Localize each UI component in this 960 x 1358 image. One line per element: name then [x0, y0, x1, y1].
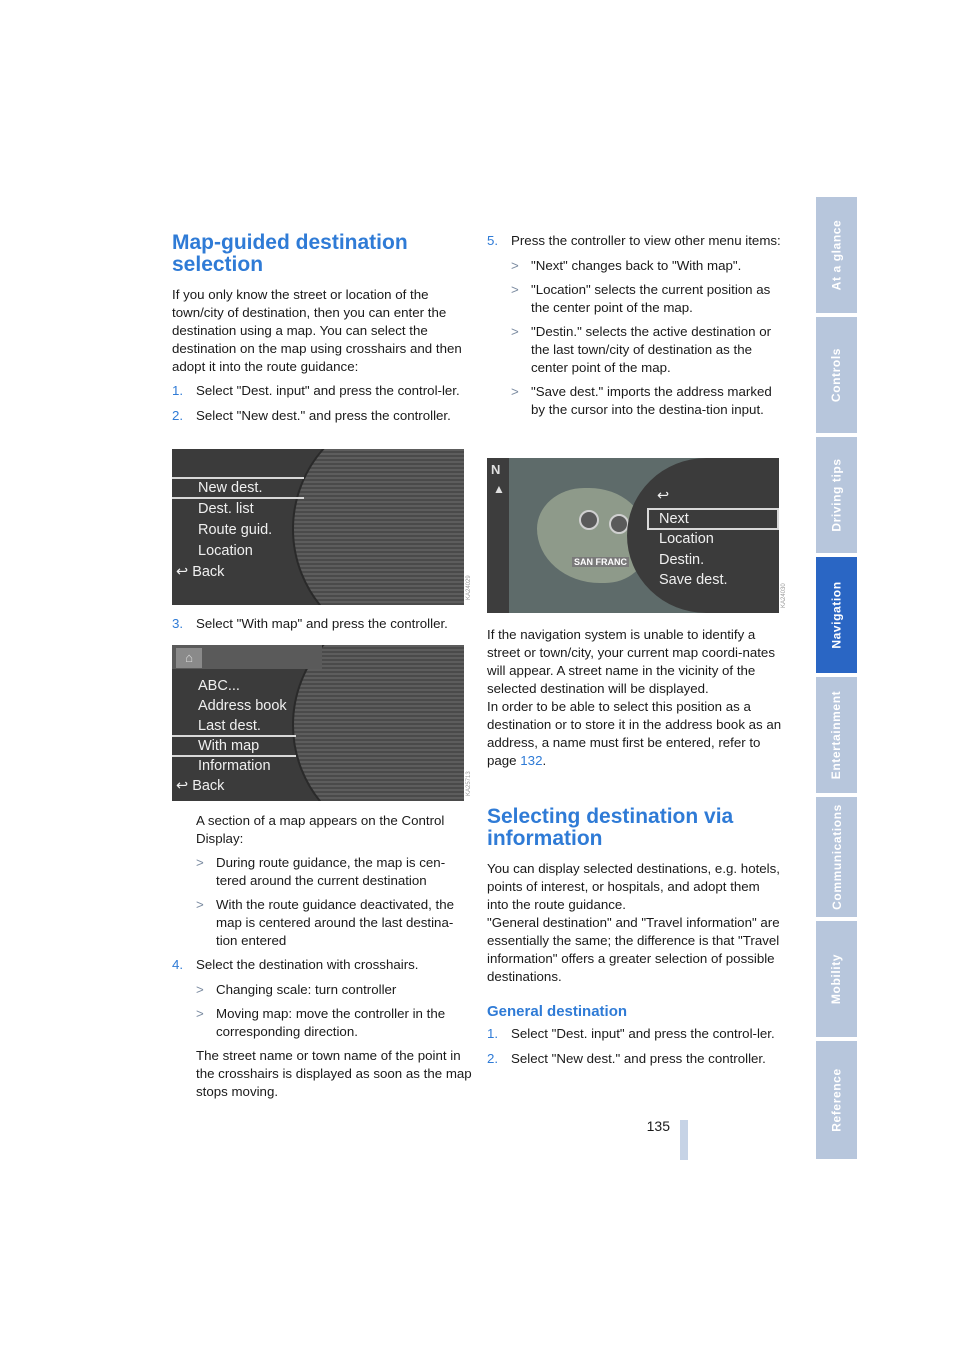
side-tab-entertainment[interactable]: Entertainment: [816, 677, 857, 793]
step-4: 4. Select the destination with crosshairs.: [172, 957, 419, 972]
bullet-destin: > "Destin." selects the active destination or the last town/city of destination as the center point of the map.: [511, 324, 772, 375]
menu-item-abc[interactable]: ABC...: [198, 678, 240, 694]
poi-icon: [579, 510, 599, 530]
side-tab-reference[interactable]: Reference: [816, 1041, 857, 1159]
menu-item-next[interactable]: Next: [659, 511, 689, 527]
menu-item-information[interactable]: Information: [198, 758, 271, 774]
menu-item-last-dest[interactable]: Last dest.: [198, 718, 261, 734]
page-reference-link[interactable]: 132: [520, 753, 543, 768]
figure-code: KA24029: [466, 575, 472, 600]
general-step-2: 2. Select "New dest." and press the controller.: [487, 1051, 766, 1066]
general-step-1: 1. Select "Dest. input" and press the control-ler.: [487, 1026, 775, 1041]
home-icon[interactable]: ⌂: [176, 648, 202, 668]
control-display-with-map-menu: [172, 645, 464, 801]
info-general-vs-travel-text: "General destination" and "Travel information" are essentially the same; the difference is that "Travel information" offers a greater selection of possible destinations.: [487, 915, 780, 984]
menu-item-route-guid[interactable]: Route guid.: [198, 522, 273, 538]
north-arrow-icon: ▲: [493, 482, 505, 496]
menu-item-location[interactable]: Location: [659, 531, 714, 547]
page-number-bar: [680, 1120, 688, 1160]
menu-item-address-book[interactable]: Address book: [198, 698, 287, 714]
back-arrow-icon[interactable]: ↩: [657, 488, 670, 504]
step-2: 2. Select "New dest." and press the controller.: [172, 408, 451, 423]
subheading-general-destination: General destination: [487, 1003, 628, 1020]
bullet-location: > "Location" selects the current position as the center point of the map.: [511, 282, 771, 315]
side-tab-at-a-glance[interactable]: At a glance: [816, 197, 857, 313]
bullet-save-dest: > "Save dest." imports the address marked by the cursor into the destina-tion input.: [511, 384, 772, 417]
figure-code: KA24030: [781, 583, 787, 608]
control-display-map-menu: [487, 458, 779, 613]
north-indicator: N: [491, 462, 501, 477]
map-section-text: A section of a map appears on the Control Display:: [196, 813, 445, 846]
side-tab-mobility[interactable]: Mobility: [816, 921, 857, 1037]
bullet-changing-scale: > Changing scale: turn controller: [196, 982, 397, 997]
bullet-route-guidance-active: > During route guidance, the map is cen-tered around the current destination: [196, 855, 446, 888]
right-column: [487, 232, 782, 425]
bullet-next: > "Next" changes back to "With map".: [511, 258, 742, 273]
side-tab-controls[interactable]: Controls: [816, 317, 857, 433]
info-intro-text: You can display selected destinations, e.g. hotels, points of interest, or hospitals, and adopt them into the route guidance.: [487, 861, 780, 912]
side-tab-navigation[interactable]: Navigation: [816, 557, 857, 673]
left-column: [172, 232, 472, 432]
back-arrow-icon: ↩: [176, 778, 189, 794]
menu-item-new-dest[interactable]: New dest.: [198, 480, 263, 496]
side-tab-driving-tips[interactable]: Driving tips: [816, 437, 857, 553]
back-arrow-icon: ↩: [176, 564, 189, 580]
bullet-route-guidance-deactivated: > With the route guidance deactivated, the map is centered around the last destina-tion entered: [196, 897, 455, 948]
step-3: 3. Select "With map" and press the controller.: [172, 616, 448, 631]
side-tab-communications[interactable]: Communications: [816, 797, 857, 917]
control-display-new-dest-menu: [172, 449, 464, 605]
step-5: 5. Press the controller to view other menu items:: [487, 233, 781, 248]
intro-paragraph: If you only know the street or location of the town/city of destination, then you can enter the destination using a map. You can select the destination on the map using crosshairs and then adopt it into the route guidance:: [172, 287, 462, 374]
menu-item-back[interactable]: ↩ Back: [176, 564, 225, 580]
menu-item-back[interactable]: ↩ Back: [176, 778, 225, 794]
section-heading-map-guided: Map-guided destination selection: [172, 231, 408, 276]
menu-item-destin[interactable]: Destin.: [659, 552, 705, 568]
street-name-text: The street name or town name of the point in the crosshairs is displayed as soon as the map stops moving.: [196, 1048, 472, 1099]
step-1: 1. Select "Dest. input" and press the control-ler.: [172, 383, 460, 398]
unable-identify-text: If the navigation system is unable to identify a street or town/city, your current map coordi-nates will appear. A street name in the vicinity of the selected destination will be displayed.: [487, 627, 775, 696]
poi-icon: [609, 514, 629, 534]
section-heading-via-information: Selecting destination via information: [487, 805, 734, 850]
menu-item-dest-list[interactable]: Dest. list: [198, 501, 254, 517]
figure-code: KA25713: [466, 771, 472, 796]
bullet-moving-map: > Moving map: move the controller in the corresponding direction.: [196, 1006, 446, 1039]
menu-item-with-map[interactable]: With map: [198, 738, 260, 754]
menu-item-location[interactable]: Location: [198, 543, 253, 559]
map-city-label: SAN FRANC: [574, 557, 627, 567]
select-position-text: In order to be able to select this position as a destination or to store it in the address book as an address, a name must first be entered, refer to page 132.: [487, 699, 782, 768]
page-number: 135: [646, 1118, 670, 1134]
menu-item-save-dest[interactable]: Save dest.: [659, 572, 728, 588]
